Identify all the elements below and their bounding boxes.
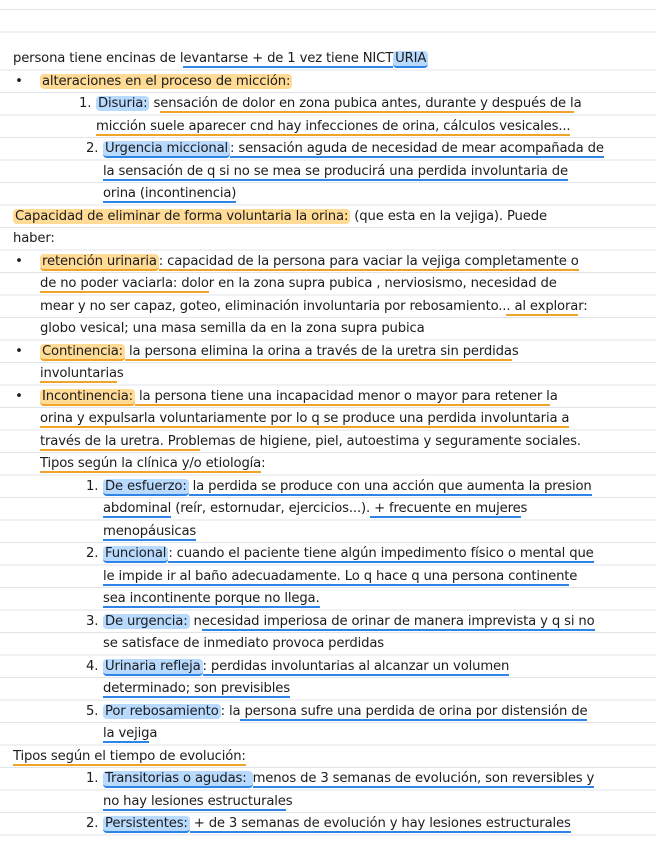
bullet-point: •	[15, 73, 23, 89]
note-line: Disuria: sensación de dolor en zona pubica antes, durante y después de la	[98, 96, 582, 111]
note-line: Persistentes: + de 3 semanas de evolución y hay lesiones estructurales	[105, 816, 571, 831]
note-line: micción suele aparecer cnd hay infecciones de orina, cálculos vesicales...	[96, 118, 571, 134]
note-line: Tipos según el tiempo de evolución:	[13, 748, 246, 764]
list-number: 1.	[86, 771, 99, 786]
note-line: orina (incontinencia)	[103, 186, 237, 201]
note-line: orina y expulsarla voluntariamente por lo q se produce una perdida involuntaria a	[40, 411, 570, 426]
note-line: retención urinaria : capacidad de la persona para vaciar la vejiga completamente o	[42, 253, 579, 269]
note-line: la vejiga	[103, 726, 158, 741]
list-number: 3.	[86, 613, 99, 629]
note-line: se satisface de inmediato provoca perdidas	[103, 636, 385, 651]
list-number: 1.	[79, 96, 92, 111]
list-number: 2.	[86, 546, 99, 561]
bullet-point: •	[15, 343, 23, 359]
note-line: Por rebosamiento : la persona sufre una perdida de orina por distensión de	[105, 703, 588, 719]
note-line: de no poder vaciarla: dolor en la zona supra pubica , nerviosismo, necesidad de	[40, 276, 557, 291]
note-line: Urinaria refleja : perdidas involuntarias al alcanzar un volumen	[105, 658, 510, 674]
note-line: Continencia: la persona elimina la orina a través de la uretra sin perdidas	[42, 343, 519, 359]
list-number: 1.	[86, 478, 99, 494]
note-line: menopáusicas	[103, 523, 197, 539]
note-line: la sensación de q si no se mea se producirá una perdida involuntaria de	[103, 163, 568, 179]
note-line: alteraciones en el proceso de micción:	[42, 73, 291, 89]
note-line: Transitorias o agudas: menos de 3 semanas de evolución, son reversibles y	[105, 771, 595, 786]
note-line: haber:	[13, 231, 55, 246]
note-line: De esfuerzo: la perdida se produce con una acción que aumenta la presion	[105, 478, 592, 494]
note-line: De urgencia: necesidad imperiosa de orinar de manera imprevista y q si no	[105, 613, 595, 629]
note-line: involuntarias	[40, 366, 124, 381]
note-line: Capacidad de eliminar de forma voluntaria la orina: (que esta en la vejiga). Puede	[15, 208, 547, 224]
note-line: Urgencia miccional : sensación aguda de necesidad de mear acompañada de	[105, 141, 604, 156]
bullet-point: •	[15, 388, 23, 404]
note-line: le impide ir al baño adecuadamente. Lo q hace q una persona continente	[103, 568, 578, 584]
note-line: través de la uretra. Problemas de higiene, piel, autoestima y seguramente sociales.	[40, 433, 581, 449]
note-line: Tipos según la clínica y/o etiología:	[40, 456, 266, 471]
note-line: globo vesical; una masa semilla da en la zona supra pubica	[40, 321, 425, 336]
list-number: 2.	[86, 816, 99, 831]
note-line: Incontinencia: la persona tiene una incapacidad menor o mayor para retener la	[42, 388, 558, 404]
note-line: Funcional : cuando el paciente tiene algún impedimento físico o mental que	[105, 546, 594, 561]
note-line: determinado; son previsibles	[103, 681, 290, 696]
list-number: 4.	[86, 658, 99, 674]
note-line: no hay lesiones estructurales	[103, 793, 293, 809]
list-number: 2.	[86, 141, 99, 156]
note-line: abdominal (reír, estornudar, ejercicios...). + frecuente en mujeres	[103, 501, 528, 516]
note-line: mear y no ser capaz, goteo, eliminación involuntaria por rebosamiento... al explorar:	[40, 298, 588, 314]
note-line: sea incontinente porque no llega.	[103, 591, 320, 606]
note-line: persona tiene encinas de levantarse + de 1 vez tiene NICT URIA	[13, 51, 427, 66]
list-number: 5.	[86, 703, 99, 719]
bullet-point: •	[15, 253, 23, 269]
